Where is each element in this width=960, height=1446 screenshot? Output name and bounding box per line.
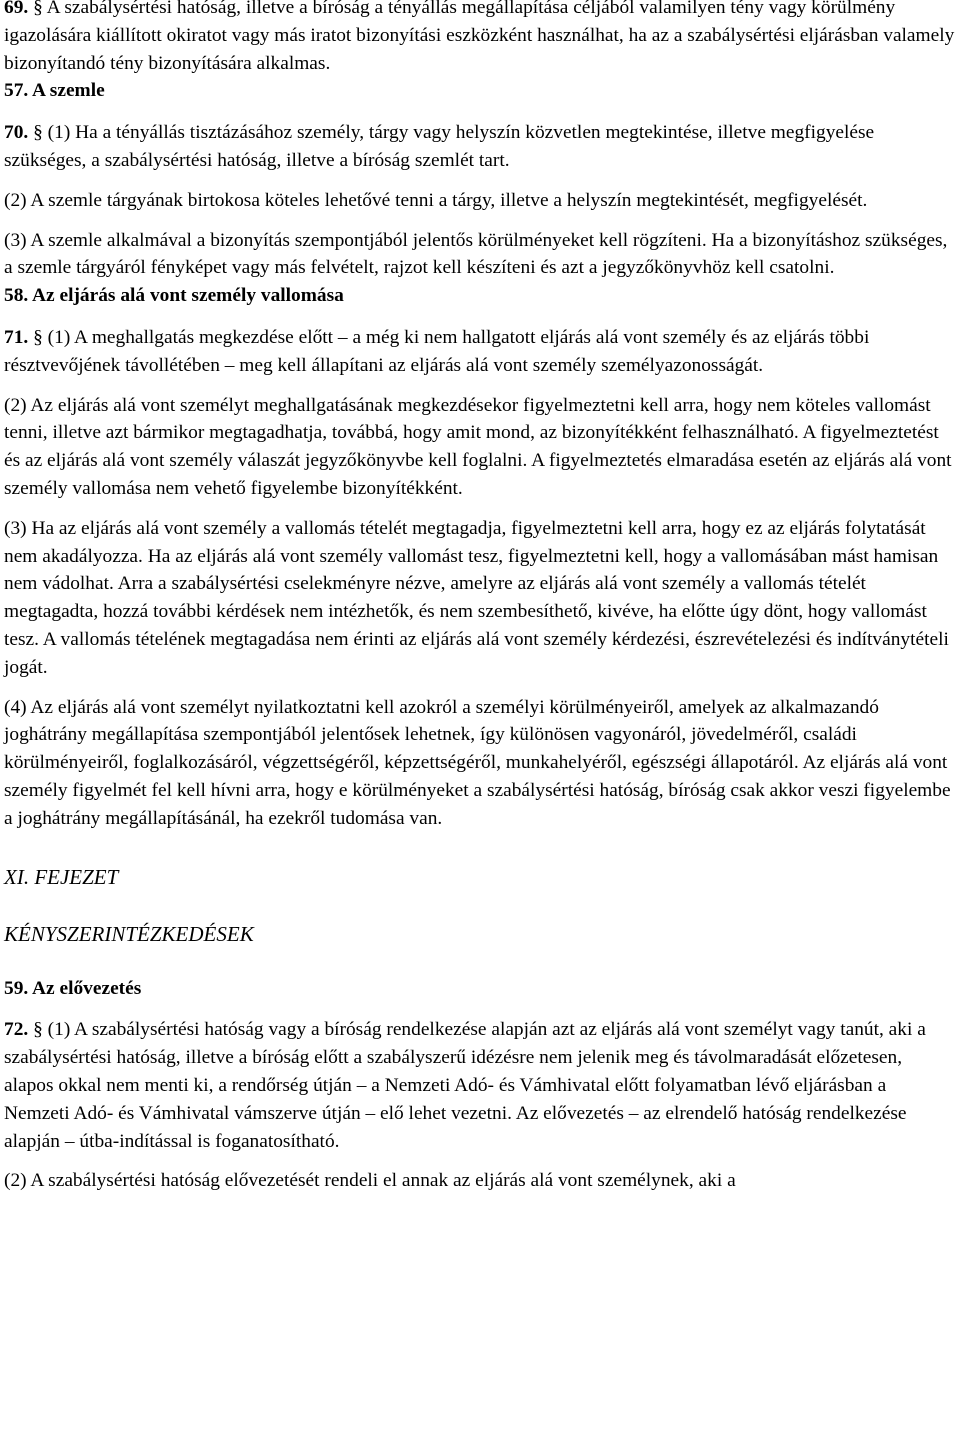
section-71-paragraph-3: (3) Ha az eljárás alá vont személy a vallomás tételét megtagadja, figyelmeztetni kell arra, hogy ez az eljárás folytatását nem akadályozza. Ha az eljárás alá vont személy vallomást tesz, figyelmeztetni kell, hogy a vallomásában mást hamisan nem vádolhat. Arra a szabálysértési cselekményre nézve, amelyre az eljárás alá vont személy a vallomás tételét megtagadta, hozzá további kérdések nem intézhetők, és nem szembesíthető, kivéve, ha előtte úgy dönt, hogy vallomást tesz. A vallomás tételének megtagadása nem érinti az eljárás alá vont személy kérdezési, észrevételezési és indítványtételi jogát. (4, 517, 949, 678)
section-sign: § (33, 122, 43, 144)
section-sign: § (33, 326, 43, 348)
section-72-number: 72. (4, 1019, 29, 1041)
section-69-text: A szabálysértési hatóság, illetve a bíróság a tényállás megállapítása céljából valamilyen tény vagy körülmény igazolására kiállított okiratot vagy más iratot bizonyítási eszközként használhat, ha az a szabálysértési eljárásban valamely bizonyítandó tény bizonyítására alkalmas. (4, 0, 955, 74)
section-71-paragraph-1 (4, 324, 956, 380)
heading-58: 58. Az eljárás alá vont személy vallomása (4, 285, 344, 307)
chapter-number: XI. FEJEZET (4, 864, 119, 889)
section-71-text-1: (1) A meghallgatás megkezdése előtt – a még ki nem hallgatott eljárás alá vont személy és az eljárás többi résztvevőjének távollétében – meg kell állapítani az eljárás alá vont személy személyazonosságát. (4, 326, 870, 376)
section-72-text-1: (1) A szabálysértési hatóság vagy a bíróság rendelkezése alapján azt az eljárás alá vont személyt vagy tanút, aki a szabálysértési hatóság, illetve a bíróság előtt a szabályszerű idézésre nem jelenik meg és távolmaradását előzetesen, alapos okkal nem menti ki, a rendőrség útján – a Nemzeti Adó- és Vámhivatal előtt folyamatban lévő eljárásban a Nemzeti Adó- és Vámhivatal vámszerve útján – elő lehet vezetni. Az elővezetés – az elrendelő hatóság rendelkezése alapján – útba-indítással is foganatosítható. (4, 1019, 926, 1152)
heading-57: 57. A szemle (4, 80, 105, 102)
chapter-title: KÉNYSZERINTÉZKEDÉSEK (4, 921, 254, 946)
section-70-paragraph-1 (4, 119, 956, 175)
section-70-paragraph-2: (2) A szemle tárgyának birtokosa köteles lehetővé tenni a tárgy, illetve a helyszín megtekintését, megfigyelését. (4, 189, 868, 211)
section-71-paragraph-4: (4) Az eljárás alá vont személyt nyilatkoztatni kell azokról a személyi körülményeiről, amelyek az alkalmazandó joghátrány megállapítása szempontjából jelentősek lehetnek, így különösen vagyonáról, jövedelméről, családi körülményeiről, foglalkozásáról, végzettségéről, képzettségéről, munkahelyéről, egészségi állapotáról. Az eljárás alá vont személy figyelmét fel kell hívni arra, hogy e körülményeket a szabálysértési hatóság, bíróság csak akkor veszi figyelembe a joghátrány megállapításánál, ha ezekről tudomása van. (4, 696, 951, 829)
section-72-paragraph-1 (4, 1016, 956, 1155)
section-72-paragraph-2: (2) A szabálysértési hatóság elővezetését rendeli el annak az eljárás alá vont személynek, aki a (4, 1170, 736, 1192)
section-69-number: 69. (4, 0, 29, 18)
section-70-number: 70. (4, 122, 29, 144)
section-70-text-1: (1) Ha a tényállás tisztázásához személy, tárgy vagy helyszín közvetlen megtekintése, illetve megfigyelése szükséges, a szabálysértési hatóság, illetve a bíróság szemlét tart. (4, 122, 875, 171)
section-sign: § (33, 0, 43, 18)
section-69-paragraph (4, 0, 956, 77)
section-70-paragraph-3: (3) A szemle alkalmával a bizonyítás szempontjából jelentős körülményeket kell rögzíteni. Ha a bizonyításhoz szükséges, a szemle tárgyáról fényképet vagy más felvételt, rajzot kell készíteni és azt a jegyzőkönyvhöz kell csatolni. (4, 229, 948, 279)
heading-59: 59. Az elővezetés (4, 977, 142, 999)
section-71-paragraph-2: (2) Az eljárás alá vont személyt meghallgatásának megkezdésekor figyelmeztetni kell arra, hogy nem köteles vallomást tenni, illetve azt bármikor megtagadhatja, továbbá, hogy amit mond, az bizonyítékként felhasználható. A figyelmeztetést és az eljárás alá vont személy válaszát jegyzőkönyvbe kell foglalni. A figyelmeztetés elmaradása esetén az eljárás alá vont személy vallomása nem vehető figyelembe bizonyítékként. (4, 394, 952, 499)
section-71-number: 71. (4, 326, 29, 348)
document-page (4, 0, 956, 1195)
section-sign: § (33, 1019, 43, 1041)
